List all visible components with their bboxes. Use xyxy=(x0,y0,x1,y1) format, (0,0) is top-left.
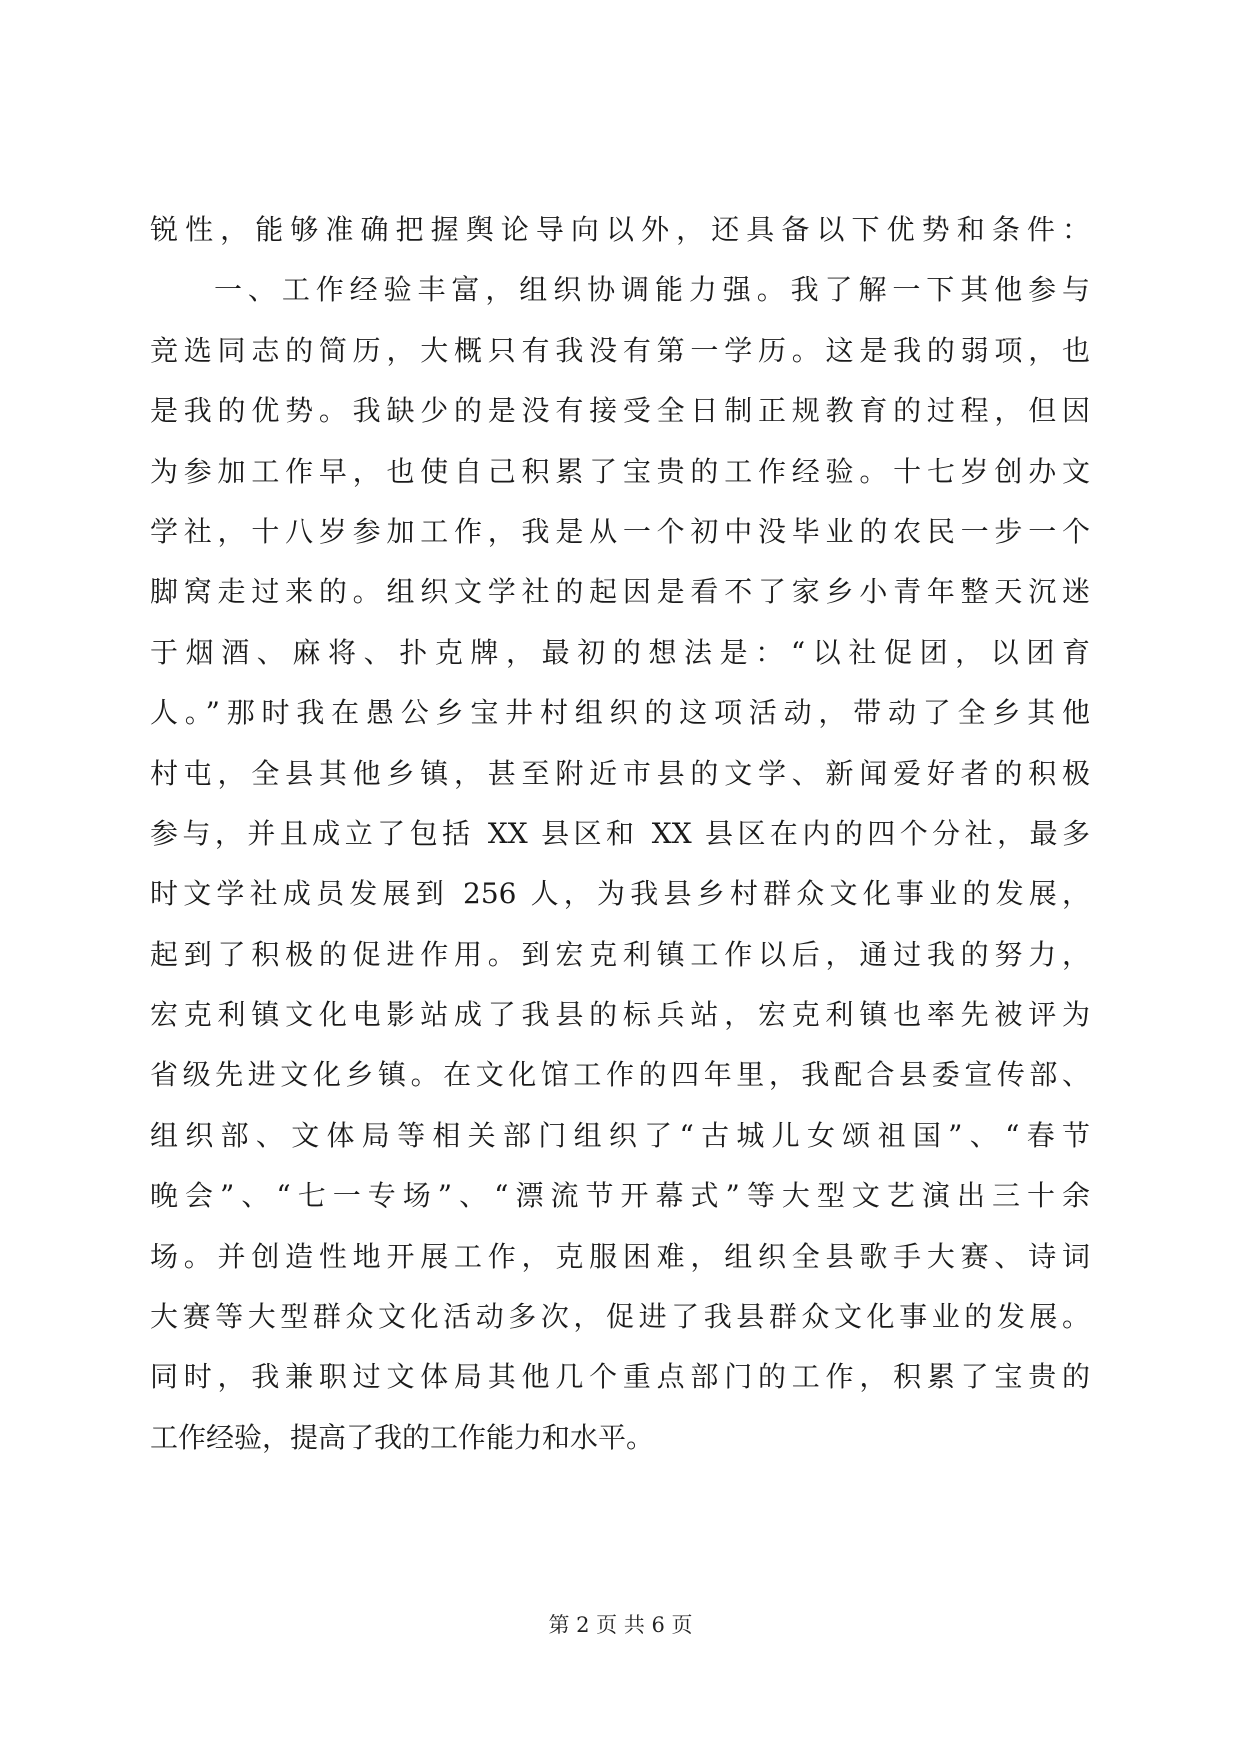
text-line: 宏克利镇文化电影站成了我县的标兵站，宏克利镇也率先被评为 xyxy=(150,998,1090,1032)
text-line: 工作经验，提高了我的工作能力和水平。 xyxy=(150,1420,655,1454)
text-line: 一、工作经验丰富，组织协调能力强。我了解一下其他参与 xyxy=(214,273,1090,307)
text-line: 锐性，能够准确把握舆论导向以外，还具备以下优势和条件： xyxy=(150,213,1090,246)
text-line: 同时，我兼职过文体局其他几个重点部门的工作，积累了宝贵的 xyxy=(150,1360,1090,1394)
text-line: 大赛等大型群众文化活动多次，促进了我县群众文化事业的发展。 xyxy=(150,1300,1090,1334)
text-line: 省级先进文化乡镇。在文化馆工作的四年里，我配合县委宣传部、 xyxy=(150,1058,1090,1092)
page-footer: 第 2 页 共 6 页 xyxy=(548,1613,693,1637)
text-line: 时文学社成员发展到 256 人，为我县乡村群众文化事业的发展， xyxy=(150,877,1090,911)
text-line: 人。”那时我在愚公乡宝井村组织的这项活动，带动了全乡其他 xyxy=(150,696,1090,730)
text-line: 组织部、文体局等相关部门组织了“古城儿女颂祖国”、“春节 xyxy=(150,1118,1090,1152)
text-line: 于烟酒、麻将、扑克牌，最初的想法是：“以社促团，以团育 xyxy=(150,635,1090,669)
text-line: 为参加工作早，也使自己积累了宝贵的工作经验。十七岁创办文 xyxy=(150,454,1090,488)
text-line: 场。并创造性地开展工作，克服困难，组织全县歌手大赛、诗词 xyxy=(150,1239,1090,1273)
text-line: 竞选同志的简历，大概只有我没有第一学历。这是我的弱项，也 xyxy=(150,333,1090,367)
text-line: 晚会”、“七一专场”、“漂流节开幕式”等大型文艺演出三十余 xyxy=(150,1179,1090,1213)
text-line: 学社，十八岁参加工作，我是从一个初中没毕业的农民一步一个 xyxy=(150,514,1090,548)
body-text xyxy=(150,200,1090,1468)
text-line: 参与，并且成立了包括 XX 县区和 XX 县区在内的四个分社，最多 xyxy=(150,816,1090,850)
text-line: 脚窝走过来的。组织文学社的起因是看不了家乡小青年整天沉迷 xyxy=(150,575,1090,609)
text-line: 村屯，全县其他乡镇，甚至附近市县的文学、新闻爱好者的积极 xyxy=(150,756,1090,790)
text-line: 起到了积极的促进作用。到宏克利镇工作以后，通过我的努力， xyxy=(150,937,1090,971)
text-line: 是我的优势。我缺少的是没有接受全日制正规教育的过程，但因 xyxy=(150,394,1090,428)
